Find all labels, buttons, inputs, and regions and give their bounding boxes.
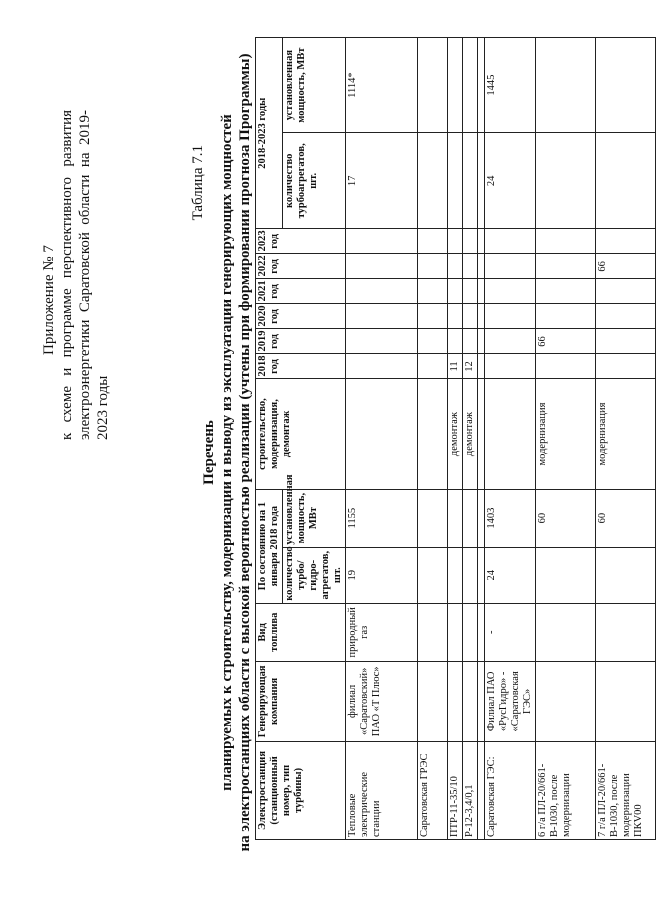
cell-2020	[346, 304, 418, 329]
cell-company	[536, 661, 596, 741]
cell-2022	[536, 254, 596, 279]
cell-2023	[536, 229, 596, 254]
cell-capacity: 60	[596, 489, 656, 547]
cell-2021	[596, 279, 656, 304]
cell-company: Филиал ПАО «РусГидро» - «Саратовская ГЭС»	[485, 661, 536, 741]
cell-units	[463, 547, 478, 603]
cell-capacity-2023: 1114*	[346, 38, 418, 133]
header-2022: 2022 год	[256, 254, 346, 279]
cell-station: Тепловые электрические станции	[346, 741, 418, 839]
cell-2018: 11	[448, 354, 463, 379]
cell-station: Р-12-3,4/0,1	[463, 741, 478, 839]
cell-fuel	[463, 603, 478, 661]
cell-2022: 66	[596, 254, 656, 279]
header-company: Генерирующая компания	[256, 661, 346, 741]
cell-capacity-2023	[596, 38, 656, 133]
cell-2018	[596, 354, 656, 379]
cell-2021	[536, 279, 596, 304]
cell-2022	[346, 254, 418, 279]
cell-2019	[463, 329, 478, 354]
cell-2023	[463, 229, 478, 254]
cell-units-2023	[596, 133, 656, 229]
cell-fuel	[596, 603, 656, 661]
cell-action	[346, 379, 418, 489]
cell-2019	[596, 329, 656, 354]
cell-station: Саратовская ГЭС:	[485, 741, 536, 839]
cell-capacity-2023	[418, 38, 448, 133]
capacity-table	[255, 37, 656, 840]
cell-2022	[418, 254, 448, 279]
cell-2020	[418, 304, 448, 329]
cell-capacity	[418, 489, 448, 547]
cell-2021	[448, 279, 463, 304]
cell-action: демонтаж	[463, 379, 478, 489]
cell-2018	[536, 354, 596, 379]
cell-2020	[448, 304, 463, 329]
cell-capacity	[463, 489, 478, 547]
cell-fuel	[536, 603, 596, 661]
cell-2021	[346, 279, 418, 304]
table-row	[448, 38, 463, 840]
cell-units-2023	[418, 133, 448, 229]
cell-2020	[536, 304, 596, 329]
cell-fuel: природный газ	[346, 603, 418, 661]
cell-company	[596, 661, 656, 741]
cell-2022	[448, 254, 463, 279]
cell-station: 7 г/а ПЛ-20/661-В-1030, после модернизации ПКV00	[596, 741, 656, 839]
title-line-2: планируемых к строительству, модернизации и выводу из эксплуатации генерирующих мощностей	[219, 114, 235, 791]
header-units: количество турбо/ гидро-агрегатов, шт.	[283, 547, 346, 603]
cell-units	[448, 547, 463, 603]
table-divider	[478, 38, 485, 840]
cell-2022	[485, 254, 536, 279]
document-title	[200, 0, 254, 905]
appendix-title: Приложение № 7	[41, 245, 57, 355]
cell-units: 19	[346, 547, 418, 603]
cell-fuel: -	[485, 603, 536, 661]
cell-fuel	[448, 603, 463, 661]
cell-2021	[418, 279, 448, 304]
title-line-1: Перечень	[201, 420, 217, 485]
cell-capacity: 1403	[485, 489, 536, 547]
title-line-3: на электростанциях области с высокой вероятностью реализации (учтены при формировании прогноза Программы)	[237, 53, 253, 852]
cell-capacity-2023	[463, 38, 478, 133]
cell-company	[418, 661, 448, 741]
header-period: 2018-2023 годы	[256, 38, 283, 229]
cell-2019	[485, 329, 536, 354]
cell-2019	[346, 329, 418, 354]
cell-action: модернизация	[536, 379, 596, 489]
cell-2021	[485, 279, 536, 304]
cell-action: демонтаж	[448, 379, 463, 489]
cell-units-2023	[463, 133, 478, 229]
header-2018: 2018 год	[256, 354, 346, 379]
table-row	[536, 38, 596, 840]
cell-2021	[463, 279, 478, 304]
cell-station: 6 г/а ПЛ-20/661-В-1030, после модернизации	[536, 741, 596, 839]
cell-company: филиал «Саратовский» ПАО «Т Плюс»	[346, 661, 418, 741]
cell-units-2023	[448, 133, 463, 229]
cell-2018	[346, 354, 418, 379]
header-capacity-2023: установленная мощность, МВт	[283, 38, 346, 133]
header-2023: 2023 год	[256, 229, 346, 254]
cell-2018	[418, 354, 448, 379]
cell-units-2023: 24	[485, 133, 536, 229]
cell-action	[485, 379, 536, 489]
header-2021: 2021 год	[256, 279, 346, 304]
cell-action	[418, 379, 448, 489]
cell-2019	[418, 329, 448, 354]
cell-units	[596, 547, 656, 603]
cell-station: ПТР-11-35/10	[448, 741, 463, 839]
table-row	[346, 38, 418, 840]
cell-units-2023	[536, 133, 596, 229]
cell-station: Саратовская ГРЭС	[418, 741, 448, 839]
cell-2018	[485, 354, 536, 379]
cell-2019	[448, 329, 463, 354]
cell-2023	[346, 229, 418, 254]
cell-company	[463, 661, 478, 741]
cell-2023	[448, 229, 463, 254]
cell-company	[448, 661, 463, 741]
header-capacity: установленная мощность, МВт	[283, 489, 346, 547]
table-row	[485, 38, 536, 840]
cell-2023	[418, 229, 448, 254]
cell-capacity	[448, 489, 463, 547]
table-row	[596, 38, 656, 840]
cell-capacity-2023	[448, 38, 463, 133]
cell-fuel	[418, 603, 448, 661]
header-action: строительство, модернизация, демонтаж	[256, 379, 346, 489]
header-state: По состоянию на 1 января 2018 года	[256, 489, 283, 603]
table-row	[463, 38, 478, 840]
cell-capacity-2023	[536, 38, 596, 133]
header-2020: 2020 год	[256, 304, 346, 329]
header-station: Электростанция (станционный номер, тип турбины)	[256, 741, 346, 839]
cell-2023	[596, 229, 656, 254]
cell-units	[418, 547, 448, 603]
header-fuel: Вид топлива	[256, 603, 346, 661]
appendix-note	[40, 110, 112, 440]
appendix-text: к схеме и программе перспективного развития электроэнергетики Саратовской области на 2019-2023 годы	[59, 110, 111, 440]
cell-units: 24	[485, 547, 536, 603]
cell-capacity: 60	[536, 489, 596, 547]
cell-2018: 12	[463, 354, 478, 379]
cell-capacity-2023: 1445	[485, 38, 536, 133]
table-row	[418, 38, 448, 840]
cell-action: модернизация	[596, 379, 656, 489]
cell-units-2023: 17	[346, 133, 418, 229]
cell-2020	[485, 304, 536, 329]
table-label: Таблица 7.1	[190, 145, 206, 221]
cell-2020	[463, 304, 478, 329]
cell-2019: 66	[536, 329, 596, 354]
cell-capacity: 1155	[346, 489, 418, 547]
cell-2023	[485, 229, 536, 254]
header-2019: 2019 год	[256, 329, 346, 354]
cell-2022	[463, 254, 478, 279]
header-units-2023: количество турбоагрегатов, шт.	[283, 133, 346, 229]
cell-2020	[596, 304, 656, 329]
cell-units	[536, 547, 596, 603]
